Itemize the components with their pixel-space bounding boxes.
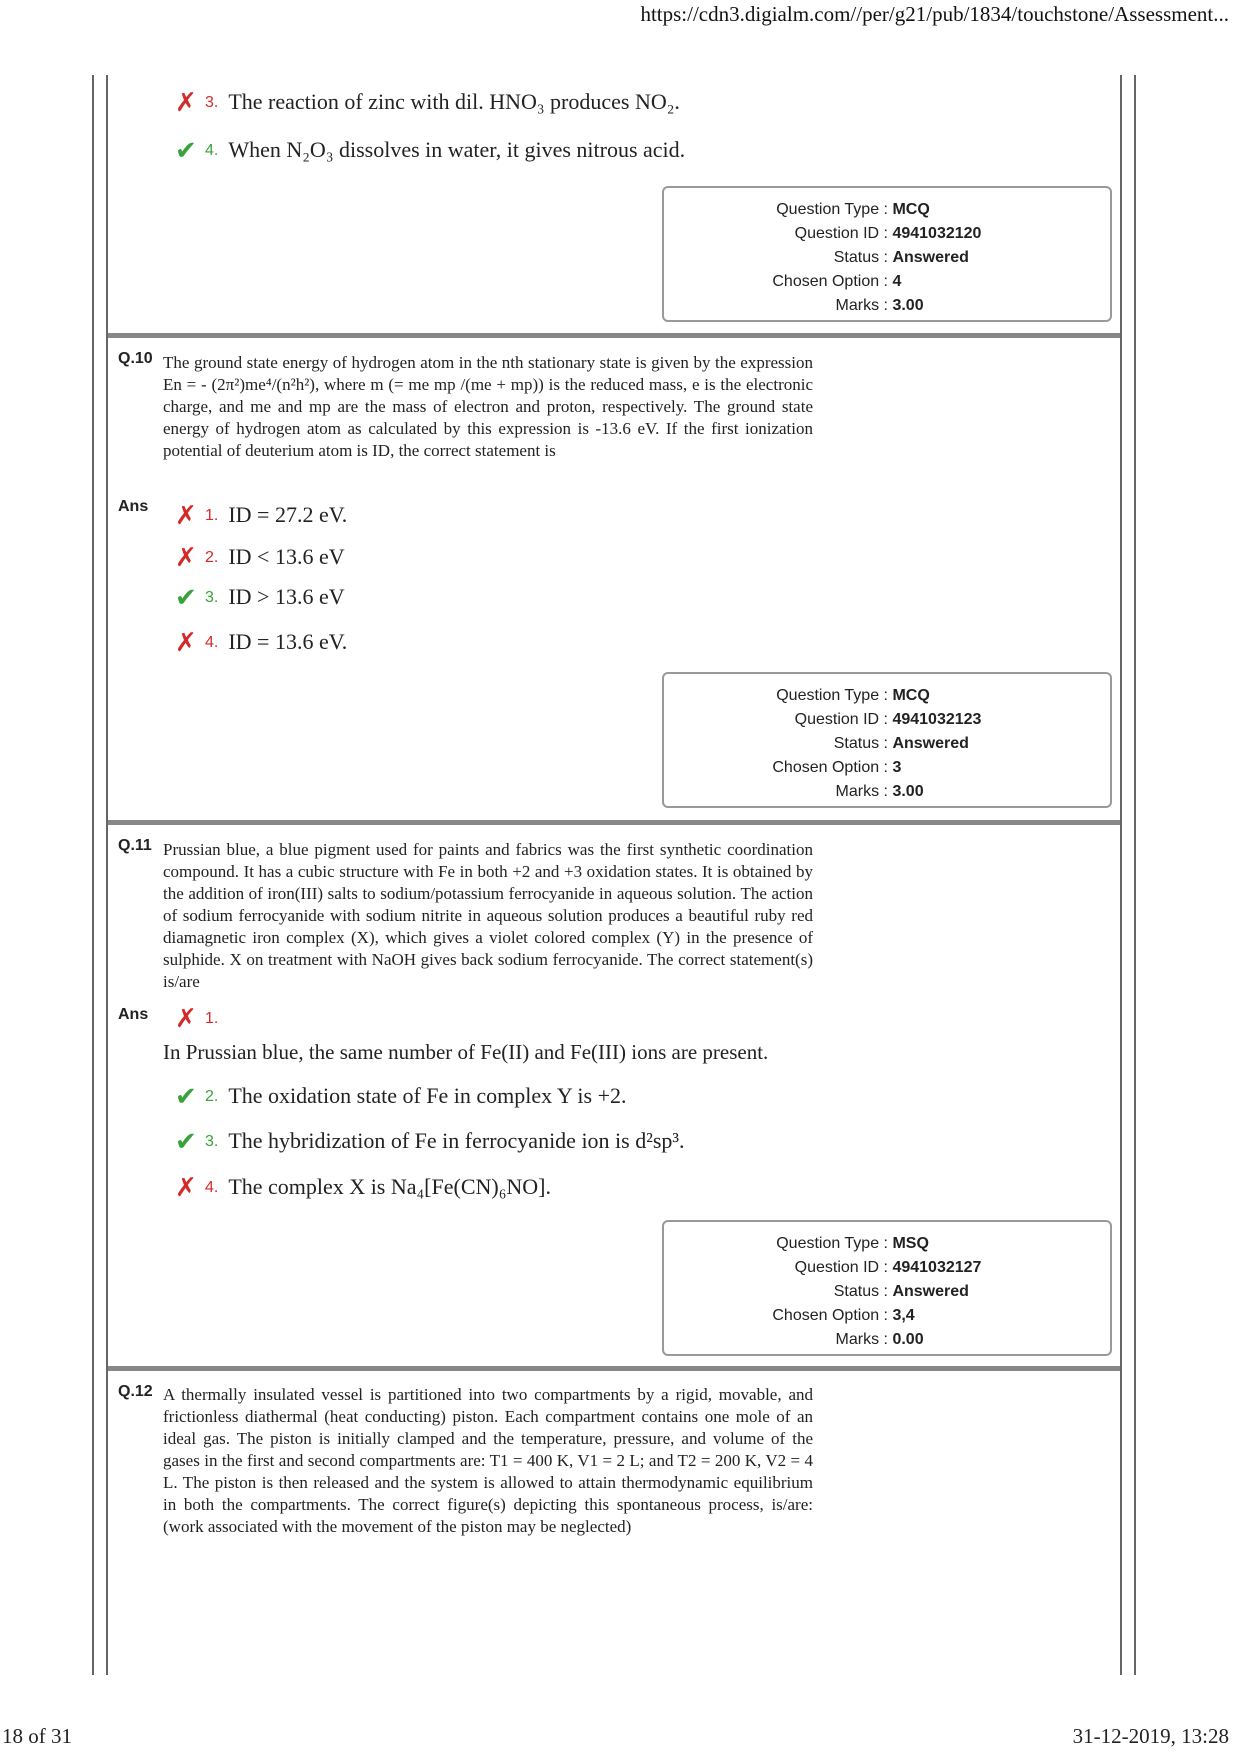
option-row: ✗ 1. ID = 27.2 eV. [175, 501, 348, 531]
question-info-box: Question Type : MCQ Question ID : 4941032123 Status : Answered Chosen Option : 3 Marks : 3.00 [662, 672, 1112, 808]
right-border-outer [1134, 75, 1136, 1675]
option-row: ✗ 4. The complex X is Na₄[Fe(CN)₆NO]. [175, 1173, 551, 1203]
option-row: ✔ 3. The hybridization of Fe in ferrocyanide ion is d²sp³. [175, 1127, 685, 1157]
cross-icon: ✗ [175, 1173, 197, 1203]
ans-label: Ans [118, 498, 149, 515]
question-type: MCQ [892, 687, 930, 704]
option-text: ID = 27.2 eV. [228, 502, 348, 527]
option-text: When N₂O₃ dissolves in water, it gives nitrous acid. [228, 137, 686, 162]
check-icon: ✔ [175, 583, 197, 613]
question-status: Answered [892, 735, 969, 752]
check-icon: ✔ [175, 1082, 197, 1112]
option-text: ID > 13.6 eV [228, 584, 345, 609]
left-border-inner [106, 75, 108, 1675]
chosen-option: 4 [892, 273, 902, 290]
section-divider [108, 820, 1120, 825]
question-id: 4941032123 [892, 711, 982, 728]
section-divider [108, 1366, 1120, 1371]
ans-label: Ans [118, 1006, 149, 1023]
option-row: ✔ 4. When N₂O₃ dissolves in water, it gives nitrous acid. [175, 136, 686, 166]
option-text: In Prussian blue, the same number of Fe(II) and Fe(III) ions are present. [163, 1040, 769, 1064]
marks: 3.00 [892, 783, 924, 800]
page-number: 18 of 31 [2, 1724, 72, 1748]
question-type: MSQ [892, 1235, 929, 1252]
right-border-inner [1120, 75, 1122, 1675]
option-text: ID < 13.6 eV [228, 544, 345, 569]
option-row: ✗ 2. ID < 13.6 eV [175, 543, 345, 573]
cross-icon: ✗ [175, 628, 197, 658]
question-info-box: Question Type : MSQ Question ID : 4941032127 Status : Answered Chosen Option : 3,4 Marks : 0.00 [662, 1220, 1112, 1356]
chosen-option: 3,4 [892, 1307, 915, 1324]
section-divider [108, 333, 1120, 338]
question-number: Q.10 [118, 350, 153, 367]
question-status: Answered [892, 249, 969, 266]
cross-icon: ✗ [175, 543, 197, 573]
option-row: ✔ 3. ID > 13.6 eV [175, 583, 345, 613]
option-text: ID = 13.6 eV. [228, 629, 348, 654]
cross-icon: ✗ [175, 88, 197, 118]
marks: 3.00 [892, 297, 924, 314]
question-text: The ground state energy of hydrogen atom in the nth stationary state is given by the expression En = - (2π²)me⁴/(n²h²), where m (= me mp /(me + mp)) is the reduced mass, e is the electronic charge, and me and mp are the mass of electron and proton, respectively. The ground state energy of hydrogen atom as calculated by this expression is -13.6 eV. If the first ionization potential of deuterium atom is ID, the correct statement is [163, 353, 813, 460]
left-border-outer [92, 75, 94, 1675]
option-text: The complex X is Na₄[Fe(CN)₆NO]. [228, 1174, 551, 1199]
question-text: Prussian blue, a blue pigment used for paints and fabrics was the first synthetic coordination compound. It has a cubic structure with Fe in both +2 and +3 oxidation states. It is obtained by the addition of iron(III) salts to sodium/potassium ferrocyanide in aqueous solution. The action of sodium ferrocyanide with sodium nitrite in aqueous solution produces a beautiful ruby red diamagnetic iron complex (X), which gives a violet colored complex (Y) in the presence of sulphide. X on treatment with NaOH gives back sodium ferrocyanide. The correct statement(s) is/are [163, 840, 813, 991]
option-row: ✗ 1. [175, 1004, 219, 1034]
question-type: MCQ [892, 201, 930, 218]
question-status: Answered [892, 1283, 969, 1300]
option-row: ✗ 3. The reaction of zinc with dil. HNO₃ produces NO₂. [175, 88, 680, 118]
question-info-box: Question Type : MCQ Question ID : 4941032120 Status : Answered Chosen Option : 4 Marks : 3.00 [662, 186, 1112, 322]
option-row: ✔ 2. The oxidation state of Fe in complex Y is +2. [175, 1082, 627, 1112]
print-datetime: 31-12-2019, 13:28 [1072, 1724, 1229, 1748]
question-id: 4941032127 [892, 1259, 982, 1276]
question-id: 4941032120 [892, 225, 982, 242]
chosen-option: 3 [892, 759, 902, 776]
marks: 0.00 [892, 1331, 924, 1348]
page-url: https://cdn3.digialm.com//per/g21/pub/1834/touchstone/Assessment... [640, 2, 1229, 26]
option-row: ✗ 4. ID = 13.6 eV. [175, 628, 348, 658]
question-text: A thermally insulated vessel is partitioned into two compartments by a rigid, movable, and frictionless diathermal (heat conducting) piston. Each compartment contains one mole of an ideal gas. The piston is initially clamped and the temperature, pressure, and volume of the gases in the first and second compartments are: T1 = 400 K, V1 = 2 L; and T2 = 200 K, V2 = 4 L. The piston is then released and the system is allowed to attain thermodynamic equilibrium in both the compartments. The correct figure(s) depicting this spontaneous process, is/are: (work associated with the movement of the piston may be neglected) [163, 1385, 813, 1536]
check-icon: ✔ [175, 136, 197, 166]
cross-icon: ✗ [175, 501, 197, 531]
option-text: The reaction of zinc with dil. HNO₃ produces NO₂. [228, 89, 680, 114]
option-text: The hybridization of Fe in ferrocyanide ion is d²sp³. [228, 1128, 685, 1153]
cross-icon: ✗ [175, 1004, 197, 1034]
option-text: The oxidation state of Fe in complex Y is +2. [228, 1083, 627, 1108]
question-number: Q.11 [118, 837, 152, 854]
question-number: Q.12 [118, 1383, 153, 1400]
check-icon: ✔ [175, 1127, 197, 1157]
